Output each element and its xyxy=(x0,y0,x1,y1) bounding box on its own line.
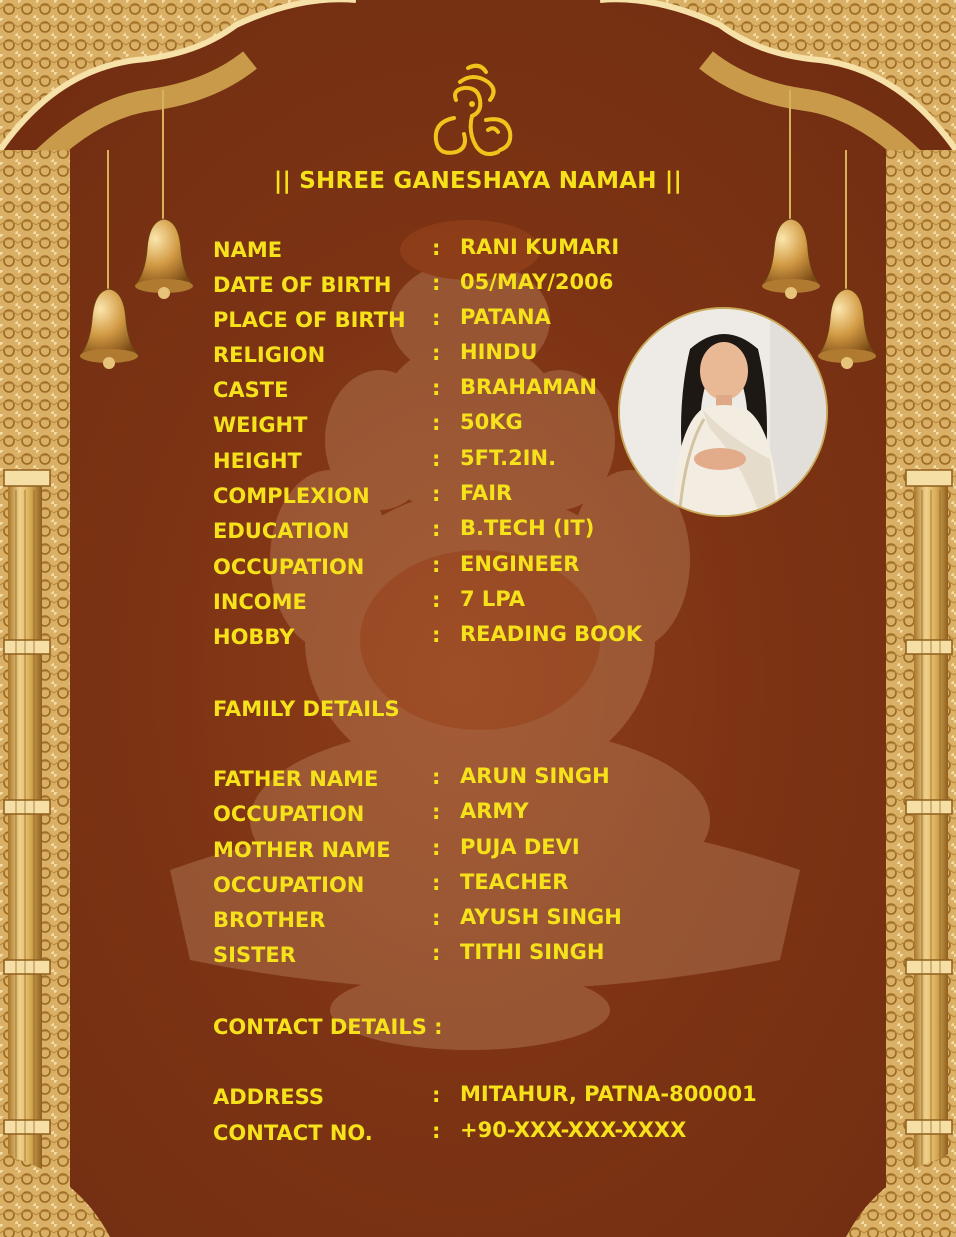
detail-value: 50KG xyxy=(460,410,523,434)
separator-colon: : xyxy=(432,1119,441,1143)
detail-label: OCCUPATION xyxy=(213,555,365,579)
separator-colon: : xyxy=(432,306,441,330)
detail-label: HEIGHT xyxy=(213,449,302,473)
separator-colon: : xyxy=(432,836,441,860)
detail-label: HOBBY xyxy=(213,625,295,649)
detail-value: 7 LPA xyxy=(460,587,526,611)
bell-icon xyxy=(760,215,822,300)
separator-colon: : xyxy=(432,482,441,506)
detail-value: MITAHUR, PATNA-800001 xyxy=(460,1082,757,1106)
detail-value: RANI KUMARI xyxy=(460,235,620,259)
profile-photo-illustration xyxy=(620,309,826,515)
bell-icon xyxy=(133,215,195,300)
detail-label: PLACE OF BIRTH xyxy=(213,308,406,332)
detail-label: CASTE xyxy=(213,378,289,402)
detail-value: ARUN SINGH xyxy=(460,764,610,788)
separator-colon: : xyxy=(432,1083,441,1107)
detail-label: WEIGHT xyxy=(213,413,308,437)
detail-value: 05/MAY/2006 xyxy=(460,270,614,294)
detail-value: 5FT.2IN. xyxy=(460,446,557,470)
detail-label: NAME xyxy=(213,238,283,262)
separator-colon: : xyxy=(432,341,441,365)
detail-value: PUJA DEVI xyxy=(460,835,580,859)
separator-colon: : xyxy=(432,800,441,824)
separator-colon: : xyxy=(432,376,441,400)
contact-details-heading: CONTACT DETAILS : xyxy=(213,1015,443,1039)
separator-colon: : xyxy=(432,411,441,435)
detail-label: INCOME xyxy=(213,590,307,614)
detail-value: AYUSH SINGH xyxy=(460,905,622,929)
separator-colon: : xyxy=(432,447,441,471)
detail-value: TEACHER xyxy=(460,870,569,894)
detail-label: OCCUPATION xyxy=(213,802,365,826)
separator-colon: : xyxy=(432,906,441,930)
detail-label: OCCUPATION xyxy=(213,873,365,897)
separator-colon: : xyxy=(432,236,441,260)
detail-label: DATE OF BIRTH xyxy=(213,273,392,297)
detail-label: SISTER xyxy=(213,943,296,967)
separator-colon: : xyxy=(432,517,441,541)
separator-colon: : xyxy=(432,588,441,612)
detail-label: ADDRESS xyxy=(213,1085,324,1109)
bell-icon xyxy=(816,285,878,370)
detail-label: MOTHER NAME xyxy=(213,838,391,862)
bell-icon xyxy=(78,285,140,370)
detail-label: CONTACT NO. xyxy=(213,1121,373,1145)
detail-value: ARMY xyxy=(460,799,529,823)
detail-value: +90-XXX-XXX-XXXX xyxy=(460,1118,687,1142)
detail-value: ENGINEER xyxy=(460,552,580,576)
family-details-heading: FAMILY DETAILS xyxy=(213,697,400,721)
detail-label: COMPLEXION xyxy=(213,484,370,508)
separator-colon: : xyxy=(432,765,441,789)
detail-value: B.TECH (IT) xyxy=(460,516,595,540)
separator-colon: : xyxy=(432,871,441,895)
detail-value: BRAHAMAN xyxy=(460,375,597,399)
ganesha-om-icon xyxy=(428,60,518,170)
separator-colon: : xyxy=(432,623,441,647)
separator-colon: : xyxy=(432,941,441,965)
detail-label: RELIGION xyxy=(213,343,326,367)
detail-value: HINDU xyxy=(460,340,538,364)
detail-value: PATANA xyxy=(460,305,551,329)
detail-label: EDUCATION xyxy=(213,519,350,543)
page-title: || SHREE GANESHAYA NAMAH || xyxy=(273,168,683,194)
detail-value: FAIR xyxy=(460,481,513,505)
detail-label: BROTHER xyxy=(213,908,326,932)
separator-colon: : xyxy=(432,271,441,295)
detail-value: TITHI SINGH xyxy=(460,940,605,964)
separator-colon: : xyxy=(432,553,441,577)
detail-value: READING BOOK xyxy=(460,622,643,646)
profile-photo xyxy=(620,309,826,515)
detail-label: FATHER NAME xyxy=(213,767,379,791)
